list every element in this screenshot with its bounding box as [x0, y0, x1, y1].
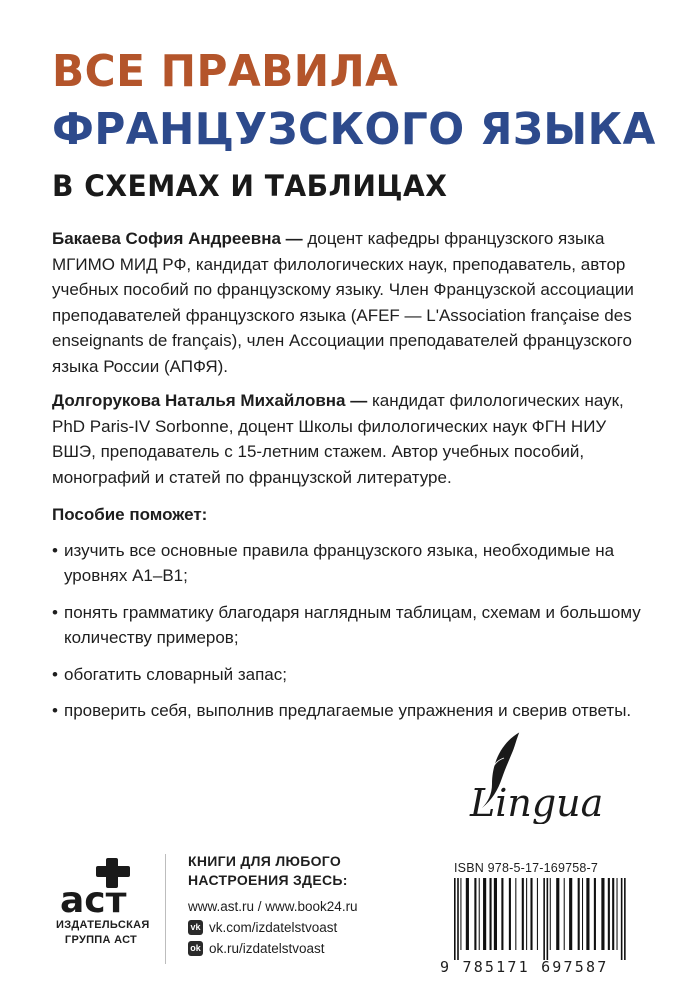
author-name-2: Долгорукова Наталья Михайловна — — [52, 391, 368, 410]
publisher-caption-line-2: ГРУППА АСТ — [64, 934, 138, 946]
website-links[interactable]: www.ast.ru / www.book24.ru — [188, 899, 358, 914]
ok-link-text: ok.ru/izdatelstvoast — [209, 941, 325, 956]
ast-logo-text: аст — [60, 880, 127, 916]
publisher-logo — [56, 856, 150, 948]
promo-heading-line-1: КНИГИ ДЛЯ ЛЮБОГО — [188, 853, 342, 869]
author-name-1: Бакаева София Андреевна — — [52, 229, 303, 248]
benefits-list — [52, 538, 652, 724]
title-line-1: ВСЕ ПРАВИЛА — [52, 46, 399, 97]
author-bio-2 — [52, 388, 652, 490]
ok-link[interactable] — [188, 938, 428, 959]
barcode-digits: 9 785171 697587 — [440, 958, 609, 976]
vk-icon: vk — [188, 920, 203, 935]
promo-heading-line-2: НАСТРОЕНИЯ ЗДЕСЬ: — [188, 872, 348, 888]
vk-link-text: vk.com/izdatelstvoast — [209, 920, 338, 935]
benefit-item: • понять грамматику благодаря наглядным таблицам, схемам и большому количеству примеров; — [52, 600, 652, 651]
vk-link[interactable] — [188, 917, 428, 938]
benefit-item: • проверить себя, выполнив предлагаемые упражнения и сверив ответы. — [52, 698, 652, 724]
publisher-caption — [56, 918, 150, 948]
subtitle: В СХЕМАХ И ТАБЛИЦАХ — [52, 169, 448, 203]
barcode — [440, 878, 636, 960]
footer-divider — [165, 854, 166, 964]
odnoklassniki-icon: ok — [188, 941, 203, 956]
promo-block — [188, 852, 428, 959]
isbn-number: ISBN 978-5-17-169758-7 — [454, 861, 599, 875]
footer — [0, 842, 698, 976]
author-bio-1 — [52, 226, 652, 379]
author-bio-text-1: доцент кафедры французского языка МГИМО МИД РФ, кандидат филологических наук, преподаватель, автор учебных пособий по французскому языку. Член Французской ассоциации преподавателей французского языка (AFEF — L'Association française des enseignants de français), член Ассоциации преподавателей французского языка России (АПФЯ). — [52, 229, 634, 376]
author-bio-text-2: кандидат филологических наук, PhD Paris-IV Sorbonne, доцент Школы филологических наук ФГН НИУ ВШЭ, преподаватель с 15-летним стажем. Автор учебных пособий, монографий и статей по французской литературе. — [52, 391, 624, 487]
lingua-logo — [462, 728, 604, 824]
benefits-heading: Пособие поможет: — [52, 505, 208, 524]
annotation-text — [52, 226, 652, 735]
benefit-item: • обогатить словарный запас; — [52, 662, 652, 688]
isbn-block — [440, 860, 638, 976]
promo-heading — [188, 852, 428, 890]
benefit-item: • изучить все основные правила французского языка, необходимые на уровнях А1–В1; — [52, 538, 652, 589]
ast-logo-mark — [56, 856, 146, 916]
title-line-2: ФРАНЦУЗСКОГО ЯЗЫКА — [52, 104, 656, 155]
publisher-caption-line-1: ИЗДАТЕЛЬСКАЯ — [56, 919, 150, 931]
lingua-wordmark: Lingua — [470, 781, 604, 824]
